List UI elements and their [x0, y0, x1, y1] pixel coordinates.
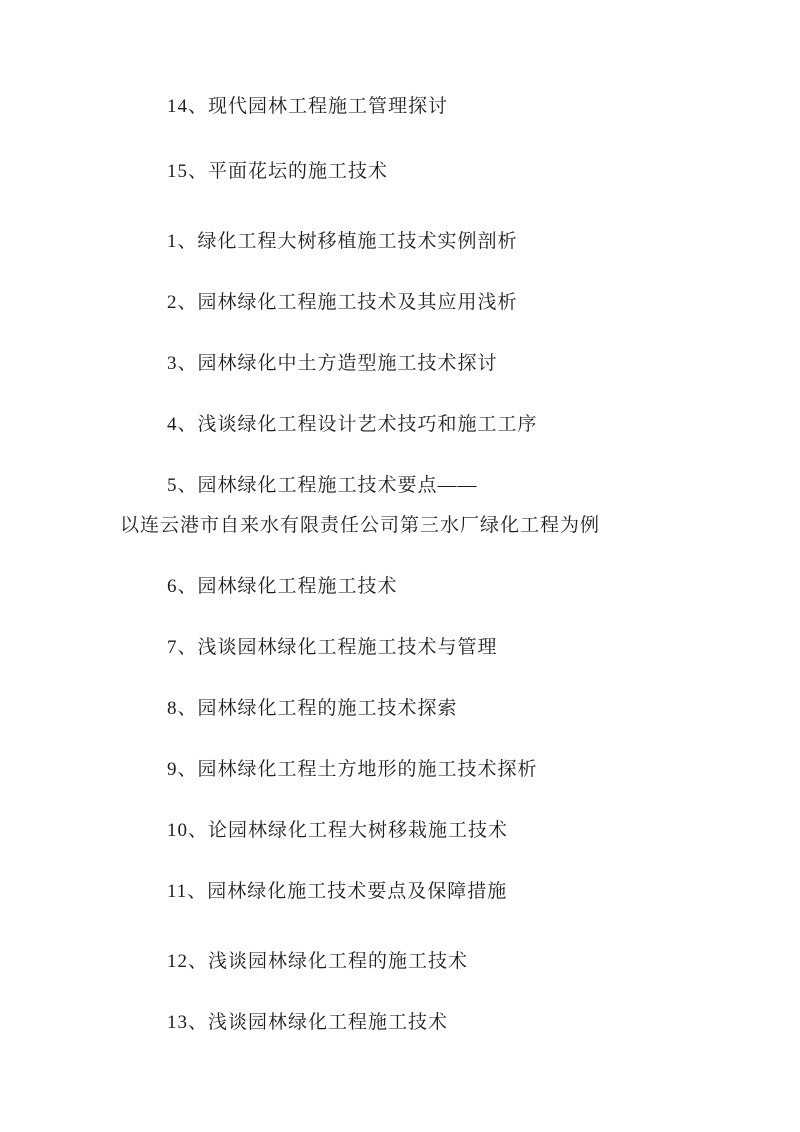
list-item-text: 7、浅谈园林绿化工程施工技术与管理 [167, 637, 498, 658]
list-item-text: 9、园林绿化工程土方地形的施工技术探析 [167, 759, 538, 780]
list-item-text: 5、园林绿化工程施工技术要点—— [167, 475, 478, 496]
list-item [120, 466, 740, 546]
list-item [120, 872, 740, 912]
list-item-text: 13、浅谈园林绿化工程施工技术 [167, 1012, 449, 1033]
list-item [120, 344, 740, 384]
list-item-text: 12、浅谈园林绿化工程的施工技术 [167, 951, 469, 972]
list-item-text: 3、园林绿化中土方造型施工技术探讨 [167, 353, 498, 374]
list-item-text: 6、园林绿化工程施工技术 [167, 576, 398, 597]
list-item [120, 152, 740, 192]
list-item [120, 628, 740, 668]
list-item [120, 1003, 740, 1043]
list-item [120, 87, 740, 127]
list-item [120, 405, 740, 445]
list-item [120, 811, 740, 851]
list-item [120, 750, 740, 790]
list-item-text: 4、浅谈绿化工程设计艺术技巧和施工工序 [167, 414, 538, 435]
list-item-text: 11、园林绿化施工技术要点及保障措施 [167, 881, 508, 902]
list-item [120, 222, 740, 262]
list-item-text: 2、园林绿化工程施工技术及其应用浅析 [167, 292, 518, 313]
list-item-text: 8、园林绿化工程的施工技术探索 [167, 698, 458, 719]
list-item [120, 567, 740, 607]
list-item [120, 689, 740, 729]
list-item-text: 14、现代园林工程施工管理探讨 [167, 96, 449, 117]
list-item [120, 942, 740, 982]
list-item-text: 10、论园林绿化工程大树移栽施工技术 [167, 820, 509, 841]
list-item-text: 1、绿化工程大树移植施工技术实例剖析 [167, 231, 518, 252]
list-item [120, 283, 740, 323]
list-item-continuation: 以连云港市自来水有限责任公司第三水厂绿化工程为例 [120, 515, 601, 536]
list-item-text: 15、平面花坛的施工技术 [167, 161, 389, 182]
